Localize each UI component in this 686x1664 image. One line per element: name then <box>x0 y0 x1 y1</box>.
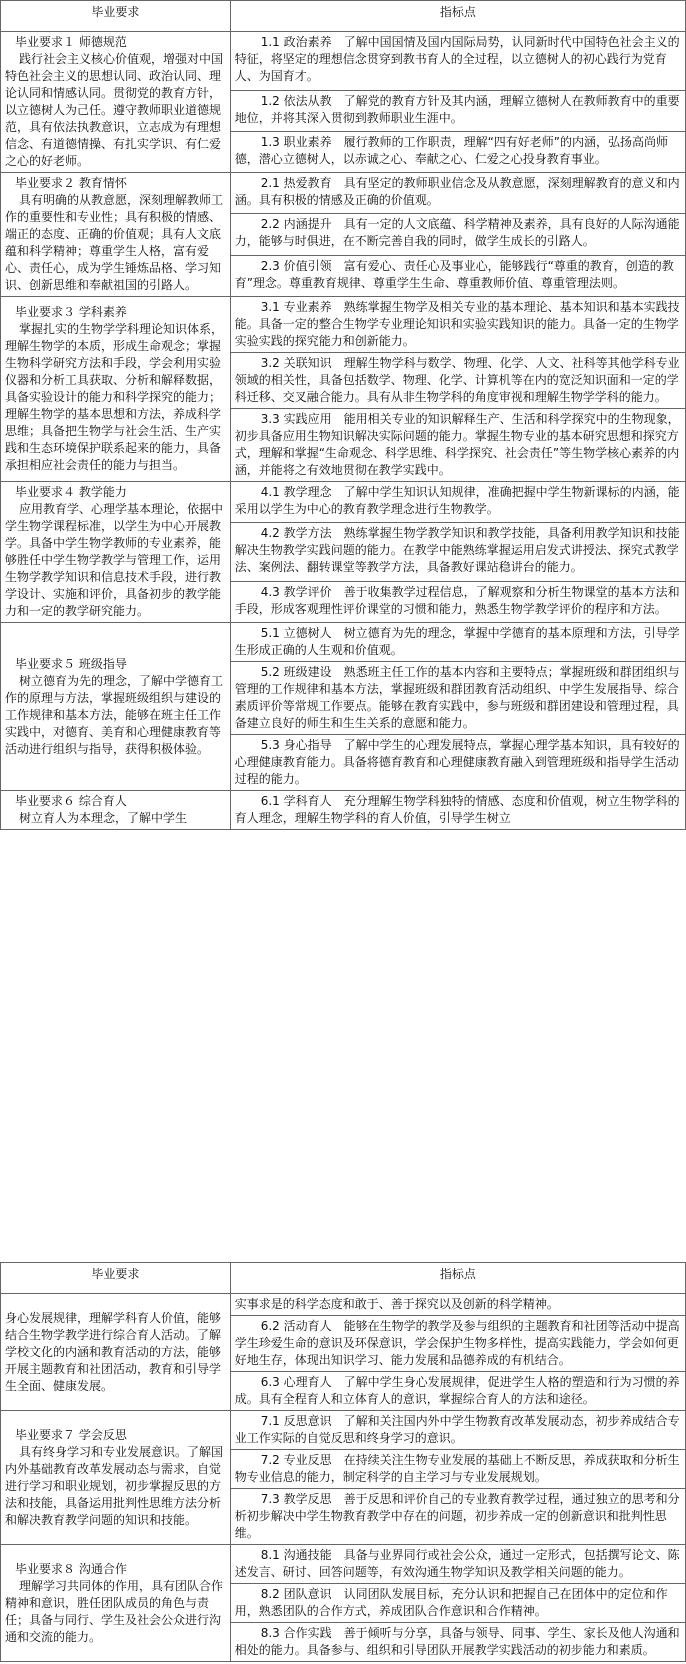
indicator-cell <box>230 297 685 353</box>
requirement-description: 树立育人为本理念，了解中学生 <box>19 811 188 825</box>
header-indicator: 指标点 <box>230 1263 685 1294</box>
header-requirement: 毕业要求 <box>1 1263 231 1294</box>
requirement-title: 毕业要求２ 教育情怀 <box>15 176 127 190</box>
requirement-cell <box>1 482 231 623</box>
indicator-text: 1.3 职业素养 履行教师的工作职责，理解“四有好老师”的内涵，弘扬高尚师德，潜心立德树人，以赤诚之心、奉献之心、仁爱之心投身教育事业。 <box>234 134 669 166</box>
requirement-title: 毕业要求３ 学科素养 <box>15 305 127 319</box>
indicator-cell <box>230 90 685 131</box>
table-row <box>1 297 686 353</box>
requirement-description: 树立德育为先的理念，了解中学德育工作的原理与方法，掌握班级组织与建设的工作规律和基本方法，能够在班主任工作实践中，对德育、美育和心理健康教育等活动进行组织与指导，获得积极体验。 <box>5 673 224 756</box>
indicator-text: 实事求是的科学态度和敢于、善于探究以及创新的科学精神。 <box>234 1297 559 1311</box>
table-row <box>1 791 686 830</box>
indicator-cell <box>230 1545 685 1584</box>
indicator-cell <box>230 523 685 582</box>
requirement-cell <box>1 1294 231 1411</box>
table-row <box>1 623 686 662</box>
header-requirement: 毕业要求 <box>1 1 231 32</box>
indicator-text: 5.3 身心指导 了解中学生的心理发展特点，掌握心理学基本知识，具有较好的心理健康教育能力。具备将德育教育和心理健康教育融入到管理班级和指导学生活动过程的能力。 <box>234 738 680 786</box>
indicator-cell <box>230 353 685 409</box>
table-row <box>1 1294 686 1316</box>
requirement-cell <box>1 173 231 297</box>
indicator-cell <box>230 1411 685 1450</box>
requirement-title: 毕业要求５ 班级指导 <box>15 656 127 671</box>
indicator-text: 5.1 立德树人 树立德育为先的理念，掌握中学德育的基本原理和方法，引导学生形成正确的人生观和价值观。 <box>234 626 680 657</box>
indicator-text: 1.1 政治素养 了解中国国情及国内国际局势，认同新时代中国特色社会主义的特征，将坚定的理想信念贯穿到教书育人的全过程，以立德树人的初心践行为党育人、为国育才。 <box>234 35 680 83</box>
indicator-cell <box>230 662 685 735</box>
requirement-description: 掌握扎实的生物学学科理论知识体系，理解生物学的本质，形成生命观念；掌握生物科学研究方法和手段，学会利用实验仪器和分析工具获取、分析和解释数据，具备实验设计的能力和科学探究的能力；理解生物学的基本思想和方法，养成科学思维；具备把生物学与社会生活、生产实践和生态环境保护联系起来的能力，具备承担相应社会责任的能力与担当。 <box>5 322 224 472</box>
indicator-text: 5.2 班级建设 熟悉班主任工作的基本内容和主要特点；掌握班级和群团组织与管理的工作规律和基本方法，掌握班级和群团教育活动组织、中学生发展指导、综合素质评价等常规工作要点。能够在教育实践中，参与班级和群团建设和管理过程，具备建立良好的师生和生生关系的意愿和能力。 <box>234 665 680 730</box>
indicator-text: 3.1 专业素养 熟练掌握生物学及相关专业的基本理论、基本知识和基本实践技能。具备一定的整合生物学专业理论知识和实验实践知识的能力。具备一定的生物学实验实践的探究能力和创新能力。 <box>234 300 680 348</box>
indicator-text: 2.2 内涵提升 具有一定的人文底蕴、科学精神及素养，具有良好的人际沟通能力，能够与时俱进，在不断完善自我的同时，做学生成长的引路人。 <box>234 217 680 249</box>
requirement-cell <box>1 791 231 830</box>
requirement-description: 理解学习共同体的作用，具有团队合作精神和意识，胜任团队成员的角色与责任；具备与同行、学生及社会公众进行沟通和交流的能力。 <box>5 1578 224 1644</box>
requirement-title: 毕业要求８ 沟通合作 <box>15 1561 127 1576</box>
requirement-description: 应用教育学、心理学基本理论，依据中学生物学课程标准，以学生为中心开展教学。具备中学生物学教师的专业素养，能够胜任中学生物学教学与管理工作，运用生物学教学知识和信息技术手段，进行教学设计、实施和评价，具备初步的教学能力和一定的教学研究能力。 <box>5 502 224 618</box>
requirement-cell <box>1 297 231 482</box>
indicator-cell <box>230 173 685 214</box>
indicator-cell <box>230 623 685 662</box>
indicator-cell <box>230 1294 685 1316</box>
indicator-text: 6.2 活动育人 能够在生物学的教学及参与组织的主题教育和社团等活动中提高学生珍爱生命的意识及环保意识，学会保护生物多样性，提高实践能力，学会如何更好地生存，体现出知识学习、能力发展和品德养成的有机结合。 <box>234 1319 680 1367</box>
requirement-cell <box>1 32 231 173</box>
indicator-text: 8.1 沟通技能 具备与业界同行或社会公众，通过一定形式，包括撰写论文、陈述发言、研讨、回答问题等，有效沟通生物学知识及教学相关问题的能力。 <box>234 1548 680 1579</box>
indicator-cell <box>230 409 685 482</box>
requirement-title: 毕业要求６ 综合育人 <box>15 794 127 808</box>
table-page-2 <box>0 1262 686 1662</box>
indicator-text: 4.1 教学理念 了解中学生知识认知规律，准确把握中学生物新课标的内涵，能采用以学生为中心的教育教学理念进行生物教学。 <box>234 485 680 516</box>
indicator-text: 3.3 实践应用 能用相关专业的知识解释生产、生活和科学探究中的生物现象，初步具备应用生物知识解决实际问题的能力。掌握生物专业的基本研究思想和探究方式，理解和掌握“生命观念、科学思维、科学探究、社会责任”等生物学核心素养的内涵，并能将之有效地贯彻在教学实践中。 <box>234 412 680 477</box>
header-indicator: 指标点 <box>230 1 685 32</box>
indicator-cell <box>230 581 685 622</box>
requirement-description: 身心发展规律，理解学科育人价值，能够结合生物学教学进行综合育人活动。了解学校文化的内涵和教育活动的方法，能够开展主题教育和社团活动，教育和引导学生全面、健康发展。 <box>5 1310 222 1393</box>
indicator-cell <box>230 735 685 791</box>
indicator-text: 2.3 价值引领 富有爱心、责任心及事业心，能够践行“尊重的教育，创造的教育”理念。尊重教育规律、尊重学生生命、尊重教师价值、尊重管理法则。 <box>234 258 674 290</box>
indicator-cell <box>230 1489 685 1545</box>
indicator-text: 4.3 教学评价 善于收集教学过程信息，了解观察和分析生物课堂的基本方法和手段，形成客观理性评价课堂的习惯和能力，熟悉生物学教学评价的程序和方法。 <box>234 584 680 616</box>
requirement-cell <box>1 1411 231 1545</box>
table-row <box>1 1545 686 1584</box>
requirement-cell <box>1 1545 231 1662</box>
requirement-title: 毕业要求４ 教学能力 <box>15 485 127 499</box>
indicator-cell <box>230 255 685 296</box>
indicator-text: 8.2 团队意识 认同团队发展目标，充分认识和把握自己在团体中的定位和作用，熟悉团队的合作方式，养成团队合作意识和合作精神。 <box>234 1587 668 1618</box>
indicator-text: 3.2 关联知识 理解生物学科与数学、物理、化学、人文、社科等其他学科专业领域的相关性，具备包括数学、物理、化学、计算机等在内的宽泛知识面和一定的学科迁移、交叉融合能力。具有从非生物学科的角度审视和理解生物学学科的能力。 <box>234 356 680 404</box>
requirement-description: 践行社会主义核心价值观，增强对中国特色社会主义的思想认同、政治认同、理论认同和情感认同。贯彻党的教育方针，以立德树人为己任。遵守教师职业道德规范，具有依法执教意识，立志成为有理想信念、有道德情操、有扎实学识、有仁爱之心的好老师。 <box>5 52 224 168</box>
indicator-text: 6.3 心理育人 了解中学生身心发展规律，促进学生人格的塑造和行为习惯的养成。具有全程育人和立体育人的意识，掌握综合育人的方法和途径。 <box>234 1375 680 1406</box>
requirements-table-2 <box>0 1262 686 1662</box>
requirement-description: 具有明确的从教意愿，深刻理解教师工作的重要性和专业性；具有积极的情感、端正的态度、正确的价值观；具有人文底蕴和科学精神；尊重学生人格，富有爱心、责任心，成为学生锤炼品格、学习知识、创新思维和奉献祖国的引路人。 <box>5 193 224 292</box>
indicator-cell <box>230 32 685 91</box>
indicator-cell <box>230 214 685 255</box>
table-row <box>1 1411 686 1450</box>
indicator-cell <box>230 131 685 172</box>
table-row <box>1 482 686 523</box>
indicator-cell <box>230 1623 685 1662</box>
requirement-description: 具有终身学习和专业发展意识。了解国内外基础教育改革发展动态与需求，自觉进行学习和职业规划，初步掌握反思的方法和技能，具备运用批判性思维方法分析和解决教育教学问题的知识和技能。 <box>5 1444 224 1527</box>
indicator-text: 2.1 热爱教育 具有坚定的教师职业信念及从教意愿，深刻理解教育的意义和内涵。具有积极的情感及正确的价值观。 <box>234 176 680 207</box>
indicator-cell <box>230 482 685 523</box>
indicator-cell <box>230 791 685 830</box>
requirements-table-1 <box>0 0 686 830</box>
indicator-text: 8.3 合作实践 善于倾听与分享，具备与领导、同事、学生、家长及他人沟通和相处的能力。具备参与、组织和引导团队开展教学实践活动的初步能力和素质。 <box>234 1626 680 1657</box>
indicator-text: 1.2 依法从教 了解党的教育方针及其内涵，理解立德树人在教师教育中的重要地位，并将其深入贯彻到教师职业生涯中。 <box>234 93 680 125</box>
indicator-text: 7.2 专业反思 在持续关注生物专业发展的基础上不断反思，养成获取和分析生物专业信息的能力，制定科学的自主学习与专业发展规划。 <box>234 1453 680 1484</box>
indicator-cell <box>230 1584 685 1623</box>
indicator-text: 7.1 反思意识 了解和关注国内外中学生物教育改革发展动态，初步养成结合专业工作实际的自觉反思和终身学习的意识。 <box>234 1414 680 1445</box>
indicator-cell <box>230 1316 685 1372</box>
table-page-1 <box>0 0 686 830</box>
table-row <box>1 32 686 91</box>
requirement-title: 毕业要求１ 师德规范 <box>15 35 127 49</box>
table-row <box>1 173 686 214</box>
indicator-text: 7.3 教学反思 善于反思和评价自己的专业教育教学过程，通过独立的思考和分析初步解决中学生物教育教学中存在的问题，初步养成一定的创新意识和批判性思维。 <box>234 1492 680 1540</box>
indicator-cell <box>230 1450 685 1489</box>
indicator-cell <box>230 1372 685 1411</box>
requirement-cell <box>1 623 231 791</box>
indicator-text: 6.1 学科育人 充分理解生物学科独特的情感、态度和价值观，树立生物学科的育人理念，理解生物学科的育人价值，引导学生树立 <box>234 794 680 825</box>
requirement-title: 毕业要求７ 学会反思 <box>15 1427 127 1442</box>
indicator-text: 4.2 教学方法 熟练掌握生物学教学知识和教学技能，具备利用教学知识和技能解决生物教学实践问题的能力。在教学中能熟练掌握运用启发式讲授法、探究式教学法、案例法、翻转课堂等教学方法，具备教好课站稳讲台的能力。 <box>234 526 680 575</box>
